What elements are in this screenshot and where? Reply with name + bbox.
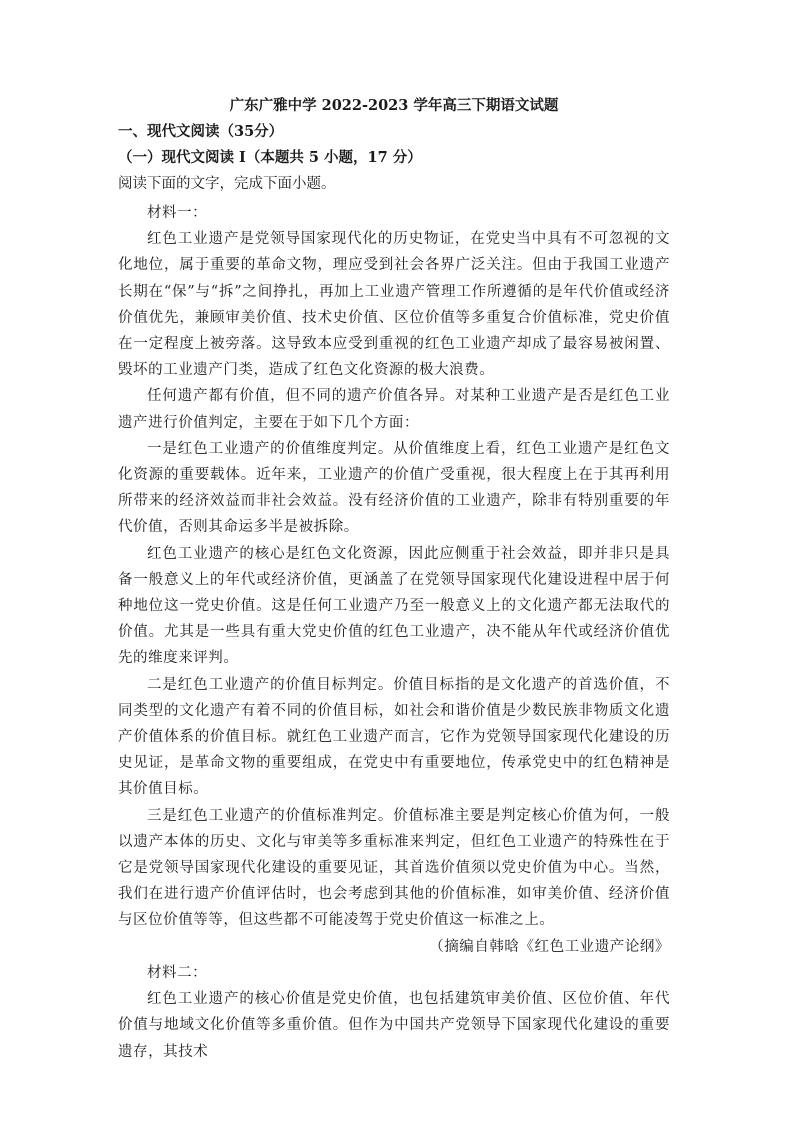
material-one-paragraph: 二是红色工业遗产的价值目标判定。价值目标指的是文化遗产的首选价值，不同类型的文化遗产有着不同的价值目标，如社会和谐价值是少数民族非物质文化遗产价值体系的价值目标。就红色工业遗产而言，它作为党领导国家现代化建设的历史见证，是革命文物的重要组成，在党史中有重要地位，传承党史中的红色精神是其价值目标。 (118, 676, 670, 798)
section-heading: 一、现代文阅读（35分） (118, 123, 284, 140)
sub-heading: （一）现代文阅读 I（本题共 5 小题，17 分） (118, 149, 422, 166)
document-title: 广东广雅中学 2022-2023 学年高三下期语文试题 (229, 97, 559, 114)
reading-instruction: 阅读下面的文字，完成下面小题。 (118, 176, 336, 192)
material-one-paragraph: 红色工业遗产的核心是红色文化资源，因此应侧重于社会效益，即并非只是具备一般意义上的年代或经济价值，更涵盖了在党领导国家现代化建设进程中居于何种地位这一党史价值。这是任何工业遗产乃至一般意义上的文化遗产都无法取代的价值。尤其是一些具有重大党史价值的红色工业遗产，决不能从年代或经济价值优先的维度来评判。 (118, 545, 670, 667)
material-one-paragraph: 红色工业遗产是党领导国家现代化的历史物证，在党史当中具有不可忽视的文化地位，属于重要的革命文物，理应受到社会各界广泛关注。但由于我国工业遗产长期在“保”与“拆”之间挣扎，再加上工业遗产管理工作所遵循的是年代价值或经济价值优先，兼顾审美价值、技术史价值、区位价值等多重复合价值标准，党史价值在一定程度上被旁落。这导致本应受到重视的红色工业遗产却成了最容易被闲置、毁坏的工业遗产门类，造成了红色文化资源的极大浪费。 (118, 231, 670, 379)
material-one-source: （摘编自韩晗《红色工业遗产论纲》 (429, 938, 670, 955)
material-one-paragraph: 三是红色工业遗产的价值标准判定。价值标准主要是判定核心价值为何，一般以遗产本体的历史、文化与审美等多重标准来判定，但红色工业遗产的特殊性在于它是党领导国家现代化建设的重要见证，其首选价值须以党史价值为中心。当然，我们在进行遗产价值评估时，也会考虑到其他的价值标准，如审美价值、经济价值与区位价值等等，但这些都不可能凌驾于党史价值这一标准之上。 (118, 807, 670, 929)
document-body (118, 96, 670, 1065)
material-two-paragraph: 红色工业遗产的核心价值是党史价值，也包括建筑审美价值、区位价值、年代价值与地域文化价值等多重价值。但作为中国共产党领导下国家现代化建设的重要遗存，其技术 (118, 991, 670, 1060)
material-one-paragraph: 任何遗产都有价值，但不同的遗产价值各异。对某种工业遗产是否是红色工业遗产进行价值判定，主要在于如下几个方面： (118, 388, 670, 431)
material-two-label: 材料二： (147, 964, 208, 981)
material-one-label: 材料一： (147, 205, 208, 221)
material-one-paragraph: 一是红色工业遗产的价值维度判定。从价值维度上看，红色工业遗产是红色文化资源的重要载体。近年来，工业遗产的价值广受重视，很大程度上在于其再利用所带来的经济效益而非社会效益。没有经济价值的工业遗产，除非有特别重要的年代价值，否则其命运多半是被拆除。 (118, 440, 670, 536)
